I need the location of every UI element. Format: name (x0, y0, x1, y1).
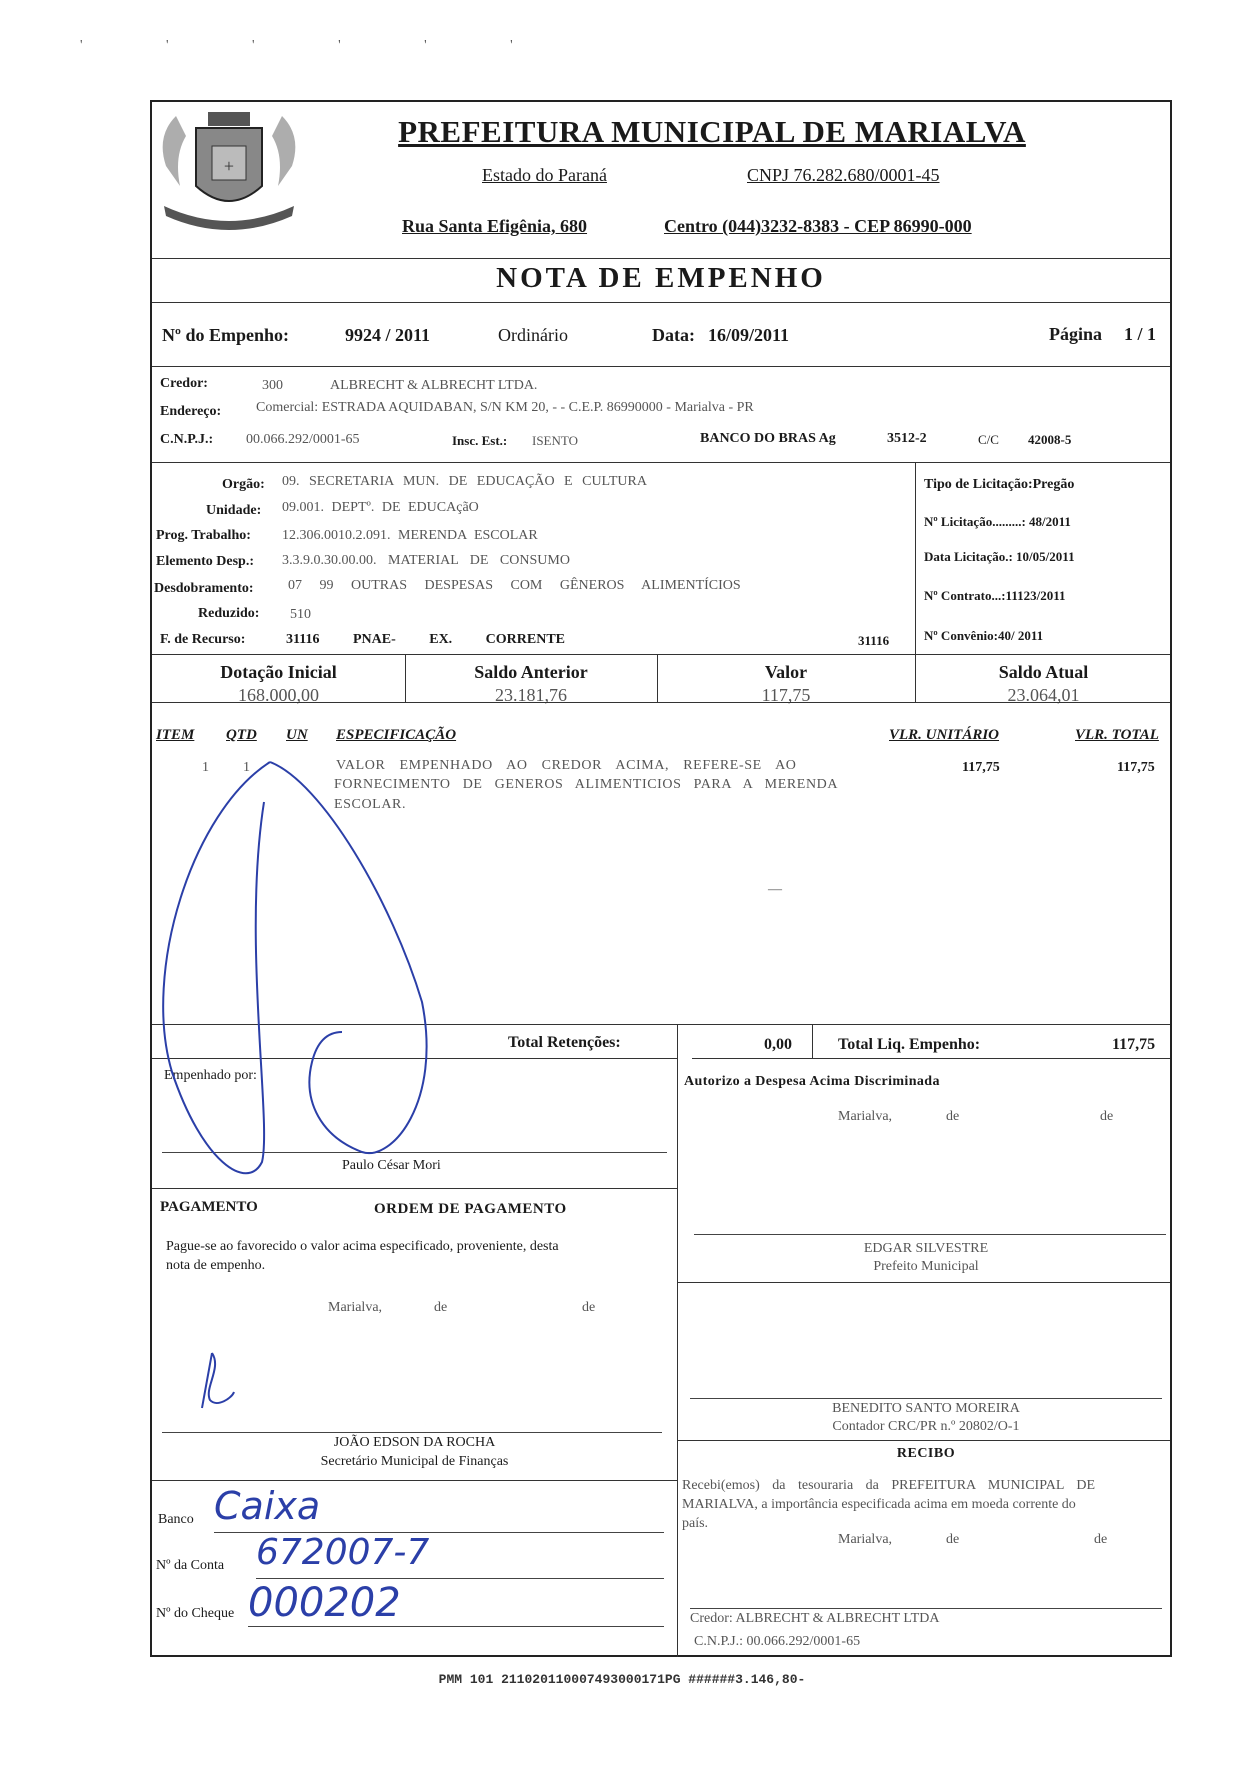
handwritten-signature (152, 742, 472, 1212)
empenhado-name: Paulo César Mori (342, 1158, 441, 1173)
dotacao-label: Dotação Inicial (220, 662, 337, 682)
reduzido-label: Reduzido: (198, 606, 260, 621)
item-unit-value: 117,75 (962, 760, 1000, 775)
col-item-header: ITEM (156, 727, 195, 743)
autorizo-de1: de (946, 1109, 960, 1124)
numero-contrato: Nº Contrato...:11123/2011 (924, 588, 1066, 603)
col-espec-header: ESPECIFICAÇÃO (336, 727, 457, 743)
col-qtd-header: QTD (226, 727, 257, 743)
recibo-cnpj: C.N.P.J.: 00.066.292/0001-65 (694, 1634, 861, 1649)
saldo-anterior-value: 23.181,76 (495, 685, 567, 705)
pagamento-label: PAGAMENTO (160, 1199, 258, 1215)
insc-value: ISENTO (532, 433, 578, 448)
empenho-date: 16/09/2011 (708, 325, 790, 345)
recurso-label: F. de Recurso: (160, 632, 246, 647)
col-un-header: UN (286, 727, 308, 743)
pagamento-text-line1: Pague-se ao favorecido o valor acima especificado, proveniente, desta (166, 1239, 559, 1254)
retencoes-label: Total Retenções: (508, 1034, 621, 1051)
empenho-type: Ordinário (498, 325, 568, 345)
item-espec-line3: ESCOLAR. (334, 797, 407, 812)
recurso-code: 31116 (858, 633, 890, 648)
saldo-atual-value: 23.064,01 (1007, 685, 1080, 705)
numero-licitacao: Nº Licitação.........: 48/2011 (924, 514, 1071, 529)
contador-role: Contador CRC/PR n.º 20802/O-1 (832, 1419, 1020, 1434)
recibo-text-line2: MARIALVA, a importância especificada acima em moeda corrente do (682, 1497, 1076, 1512)
item-number: 1 (202, 760, 209, 775)
ordem-pagamento-label: ORDEM DE PAGAMENTO (374, 1201, 567, 1217)
cheque-field-label: Nº do Cheque (156, 1606, 235, 1621)
saldo-atual-label: Saldo Atual (998, 662, 1089, 682)
autorizo-label: Autorizo a Despesa Acima Discriminada (684, 1074, 940, 1089)
recurso-value: 31116 PNAE- EX. CORRENTE (286, 632, 566, 647)
total-liquido-value: 117,75 (1112, 1036, 1156, 1053)
tipo-licitacao: Tipo de Licitação:Pregão (924, 477, 1075, 492)
autorizo-de2: de (1100, 1109, 1114, 1124)
empenho-date-label: Data: (652, 325, 695, 345)
reduzido-value: 510 (290, 607, 311, 622)
credor-name: ALBRECHT & ALBRECHT LTDA. (330, 378, 538, 393)
secretary-signature (192, 1348, 252, 1428)
saldo-anterior-label: Saldo Anterior (474, 662, 588, 682)
empenho-number: 9924 / 2011 (345, 325, 431, 345)
credor-code: 300 (262, 378, 283, 393)
empenhado-label: Empenhado por: (164, 1068, 257, 1083)
cheque-field-value: 000202 (248, 1580, 401, 1626)
recibo-text-line3: país. (682, 1516, 709, 1531)
recibo-de1: de (946, 1532, 960, 1547)
cc-value: 42008-5 (1028, 432, 1072, 447)
desdobramento-value: 07 99 OUTRAS DESPESAS COM GÊNEROS ALIMENTÍCIOS (288, 578, 741, 593)
numero-convenio: Nº Convênio:40/ 2011 (924, 628, 1044, 643)
page-number: 1 / 1 (1124, 324, 1157, 344)
header-address: Rua Santa Efigênia, 680 (402, 216, 588, 236)
scan-marks: ' ' ' ' ' ' (80, 38, 553, 53)
item-total-value: 117,75 (1117, 760, 1155, 775)
dotacao-value: 168.000,00 (238, 685, 319, 705)
recibo-text-line1: Recebi(emos) da tesouraria da PREFEITURA MUNICIPAL DE (682, 1478, 1096, 1493)
cnpj-label: C.N.P.J.: (160, 432, 214, 447)
header-title: PREFEITURA MUNICIPAL DE MARIALVA (398, 114, 1026, 149)
cnpj-value: 00.066.292/0001-65 (246, 432, 360, 447)
insc-label: Insc. Est.: (452, 433, 508, 448)
total-liquido-label: Total Liq. Empenho: (838, 1036, 981, 1053)
conta-field-label: Nº da Conta (156, 1558, 225, 1573)
unidade-value: 09.001. DEPTº. DE EDUCAçãO (282, 500, 479, 515)
pagamento-de1: de (434, 1300, 448, 1315)
prog-value: 12.306.0010.2.091. MERENDA ESCOLAR (282, 528, 538, 543)
desdobramento-label: Desdobramento: (154, 581, 254, 596)
dash-mark: — (768, 882, 782, 897)
orgao-label: Orgão: (222, 477, 265, 492)
header-state: Estado do Paraná (482, 165, 607, 185)
item-qtd: 1 (243, 760, 250, 775)
valor-value: 117,75 (761, 685, 811, 705)
col-total-header: VLR. TOTAL (1075, 727, 1159, 743)
svg-text:+: + (223, 156, 235, 176)
pagamento-place: Marialva, (328, 1300, 383, 1315)
empenho-number-label: Nº do Empenho: (162, 325, 289, 345)
coat-of-arms-logo (156, 106, 302, 232)
pagamento-text-line2: nota de empenho. (166, 1258, 266, 1273)
page-label: Página (1049, 324, 1103, 344)
header-address-rest: Centro (044)3232-8383 - CEP 86990-000 (664, 216, 972, 236)
endereco-value: Comercial: ESTRADA AQUIDABAN, S/N KM 20, - - C.E.P. 86990000 - Marialva - PR (256, 400, 754, 415)
elemento-value: 3.3.9.0.30.00.00. MATERIAL DE CONSUMO (282, 553, 570, 568)
prog-label: Prog. Trabalho: (156, 528, 251, 543)
banco-field-label: Banco (158, 1512, 194, 1527)
document-title: NOTA DE EMPENHO (496, 262, 826, 294)
autorizo-place: Marialva, (838, 1109, 893, 1124)
data-licitacao: Data Licitação.: 10/05/2011 (924, 549, 1075, 564)
item-espec-line1: VALOR EMPENHADO AO CREDOR ACIMA, REFERE-SE AO (336, 758, 797, 773)
secretario-name: JOÃO EDSON DA ROCHA (333, 1435, 496, 1450)
banco-label: BANCO DO BRAS Ag (700, 431, 836, 446)
retencoes-value: 0,00 (764, 1036, 792, 1053)
endereco-label: Endereço: (160, 404, 222, 419)
recibo-place: Marialva, (838, 1532, 893, 1547)
item-espec-line2: FORNECIMENTO DE GENEROS ALIMENTICIOS PARA A MERENDA (334, 777, 839, 792)
agencia-value: 3512-2 (887, 431, 927, 446)
recibo-label: RECIBO (896, 1446, 956, 1461)
unidade-label: Unidade: (206, 503, 262, 518)
cc-label: C/C (978, 432, 999, 447)
credor-label: Credor: (160, 376, 208, 391)
footer-code: PMM 101 211020110007493000171PG ######3.146,80- (438, 1672, 806, 1687)
prefeito-role: Prefeito Municipal (873, 1259, 979, 1274)
prefeito-name: EDGAR SILVESTRE (863, 1241, 989, 1256)
orgao-value: 09. SECRETARIA MUN. DE EDUCAÇÃO E CULTURA (282, 474, 647, 489)
conta-field-value: 672007-7 (256, 1532, 430, 1573)
valor-label: Valor (764, 662, 808, 682)
header-cnpj: CNPJ 76.282.680/0001-45 (747, 165, 940, 185)
col-unit-header: VLR. UNITÁRIO (889, 727, 1000, 743)
elemento-label: Elemento Desp.: (156, 554, 254, 569)
document-frame (150, 100, 1172, 1657)
banco-field-value: Caixa (214, 1484, 321, 1528)
pagamento-de2: de (582, 1300, 596, 1315)
contador-name: BENEDITO SANTO MOREIRA (832, 1401, 1020, 1416)
recibo-credor: Credor: ALBRECHT & ALBRECHT LTDA (690, 1611, 940, 1626)
secretario-role: Secretário Municipal de Finanças (320, 1454, 509, 1469)
recibo-de2: de (1094, 1532, 1108, 1547)
